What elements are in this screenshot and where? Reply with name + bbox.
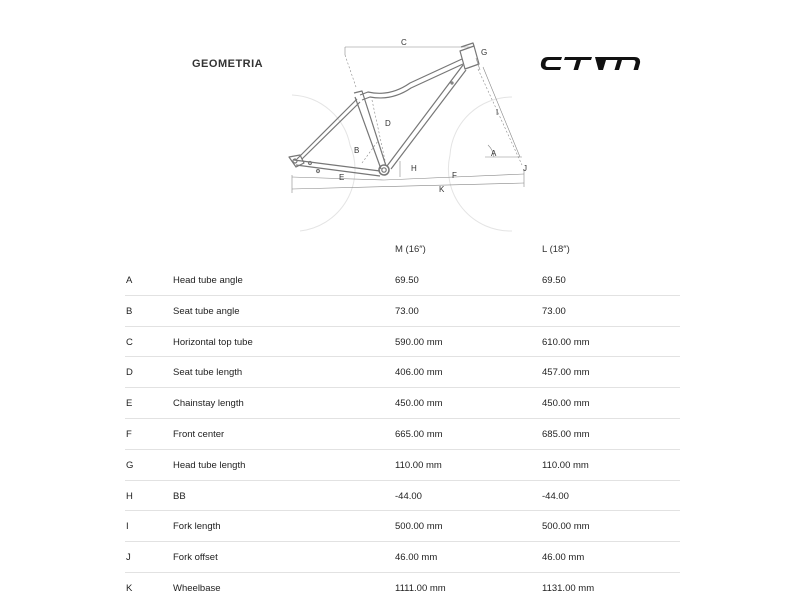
dim-label-g: G bbox=[481, 48, 488, 57]
row-value-l: 610.00 mm bbox=[542, 336, 590, 348]
row-value-m: 1111.00 mm bbox=[395, 582, 446, 594]
table-row bbox=[125, 327, 680, 358]
row-value-l: 500.00 mm bbox=[542, 521, 590, 533]
row-value-m: 406.00 mm bbox=[395, 367, 443, 379]
dim-label-d: D bbox=[385, 119, 391, 128]
row-label: Front center bbox=[173, 428, 225, 440]
row-code: I bbox=[126, 521, 129, 533]
dim-label-a: A bbox=[491, 149, 497, 158]
table-row bbox=[125, 481, 680, 512]
row-code: G bbox=[126, 459, 134, 471]
row-value-l: 685.00 mm bbox=[542, 428, 590, 440]
row-code: K bbox=[126, 582, 133, 594]
row-label: Chainstay length bbox=[173, 398, 244, 410]
row-value-l: 1131.00 mm bbox=[542, 582, 595, 594]
table-row bbox=[125, 388, 680, 419]
row-label: Seat tube angle bbox=[173, 305, 240, 317]
row-label: Horizontal top tube bbox=[173, 336, 253, 348]
row-label: BB bbox=[173, 490, 186, 502]
row-value-l: 450.00 mm bbox=[542, 398, 590, 410]
ctm-logo-icon bbox=[538, 54, 644, 74]
row-code: J bbox=[126, 552, 131, 564]
dimension-lines bbox=[292, 47, 524, 193]
table-row bbox=[125, 542, 680, 573]
row-value-m: 73.00 bbox=[395, 305, 419, 317]
row-value-m: 69.50 bbox=[395, 275, 419, 286]
dim-label-c: C bbox=[401, 38, 407, 47]
row-label: Seat tube length bbox=[173, 367, 243, 379]
front-wheel bbox=[448, 97, 512, 231]
geometry-table bbox=[125, 265, 680, 603]
table-row bbox=[125, 511, 680, 542]
row-label: Fork length bbox=[173, 521, 221, 533]
row-label: Head tube length bbox=[173, 459, 246, 471]
dim-label-e: E bbox=[339, 173, 345, 182]
table-row bbox=[125, 573, 680, 603]
row-code: D bbox=[126, 367, 133, 379]
row-value-m: 46.00 mm bbox=[395, 552, 438, 564]
dim-label-h: H bbox=[411, 164, 417, 173]
row-value-m: 500.00 mm bbox=[395, 521, 443, 533]
dim-label-j: J bbox=[523, 164, 527, 173]
row-value-m: -44.00 bbox=[395, 490, 422, 502]
row-value-l: 73.00 bbox=[542, 305, 566, 317]
table-row bbox=[125, 450, 680, 481]
row-value-m: 590.00 mm bbox=[395, 336, 443, 348]
table-row bbox=[125, 357, 680, 388]
row-label: Head tube angle bbox=[173, 275, 243, 286]
row-value-m: 110.00 mm bbox=[395, 459, 442, 471]
row-code: B bbox=[126, 305, 133, 317]
row-value-l: 457.00 mm bbox=[542, 367, 590, 379]
row-code: E bbox=[126, 398, 133, 410]
row-value-m: 450.00 mm bbox=[395, 398, 443, 410]
table-row bbox=[125, 265, 680, 296]
table-row bbox=[125, 419, 680, 450]
row-value-l: 69.50 bbox=[542, 275, 566, 286]
geometry-diagram bbox=[280, 35, 540, 235]
row-code: A bbox=[126, 275, 133, 286]
column-header-l: L (18″) bbox=[542, 244, 570, 255]
row-value-l: 46.00 mm bbox=[542, 552, 585, 564]
row-value-m: 665.00 mm bbox=[395, 428, 443, 440]
dim-label-k: K bbox=[439, 185, 445, 194]
row-code: F bbox=[126, 428, 132, 440]
row-value-l: -44.00 bbox=[542, 490, 569, 502]
dimension-labels bbox=[339, 38, 527, 194]
dim-label-f: F bbox=[452, 171, 457, 180]
row-label: Wheelbase bbox=[173, 582, 221, 594]
brand-logo bbox=[538, 54, 644, 79]
row-label: Fork offset bbox=[173, 552, 218, 564]
row-value-l: 110.00 mm bbox=[542, 459, 589, 471]
page-title: GEOMETRIA bbox=[192, 58, 264, 70]
dim-label-b: B bbox=[354, 146, 360, 155]
column-header-m: M (16″) bbox=[395, 244, 426, 255]
row-code: H bbox=[126, 490, 133, 502]
row-code: C bbox=[126, 336, 133, 348]
table-row bbox=[125, 296, 680, 327]
dim-label-i: I bbox=[496, 108, 499, 117]
